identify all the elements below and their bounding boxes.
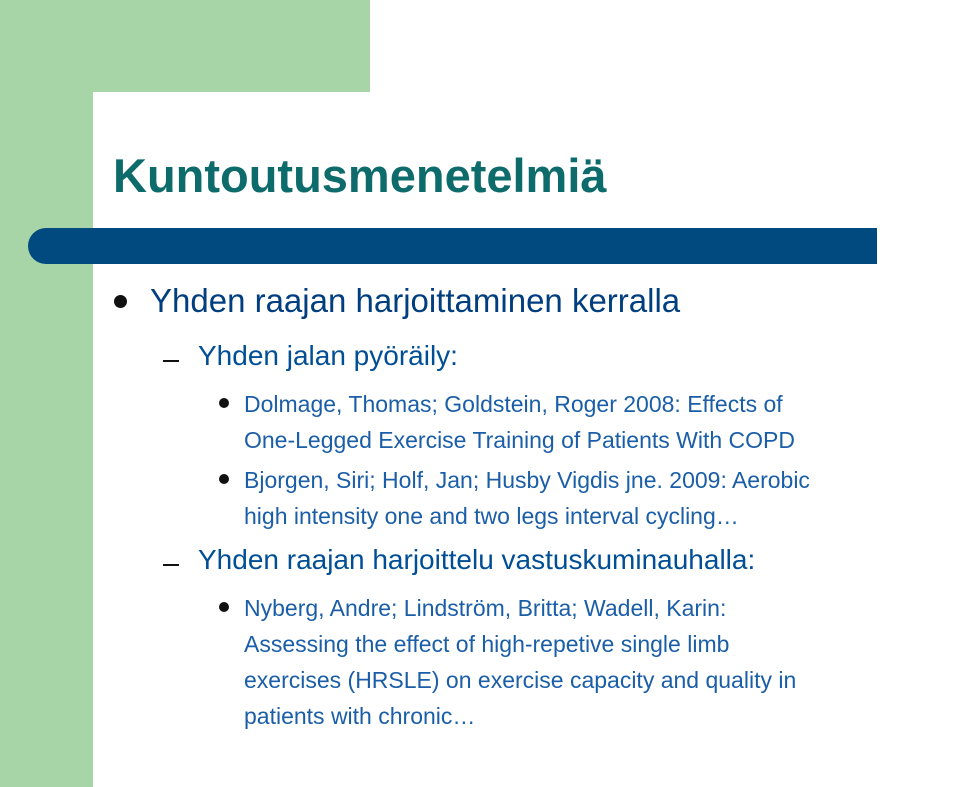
bullet-dot: [114, 295, 127, 308]
reference-line: patients with chronic…: [244, 703, 476, 729]
bullet-dash: [163, 564, 179, 566]
bullet-main: Yhden raajan harjoittaminen kerralla: [150, 282, 681, 319]
bullet-dash: [163, 360, 179, 362]
reference-line: exercises (HRSLE) on exercise capacity and quality in: [244, 667, 797, 693]
bullet-dot: [219, 474, 229, 484]
slide-title: Kuntoutusmenetelmiä: [113, 149, 607, 202]
reference-line: One-Legged Exercise Training of Patients With COPD: [244, 427, 795, 453]
reference-line: high intensity one and two legs interval cycling…: [244, 503, 739, 529]
reference-nyberg: [244, 590, 796, 734]
bullet-dot: [219, 398, 229, 408]
reference-line: Bjorgen, Siri; Holf, Jan; Husby Vigdis jne. 2009: Aerobic: [244, 467, 810, 493]
bullet-dot: [219, 602, 229, 612]
reference-line: Nyberg, Andre; Lindström, Britta; Wadell, Karin:: [244, 595, 727, 621]
reference-bjorgen: [244, 462, 810, 534]
reference-line: Dolmage, Thomas; Goldstein, Roger 2008: Effects of: [244, 391, 783, 417]
subheading-cycling: Yhden jalan pyöräily:: [198, 340, 458, 371]
subheading-band: Yhden raajan harjoittelu vastuskuminauhalla:: [198, 544, 756, 575]
reference-line: Assessing the effect of high-repetive single limb: [244, 631, 730, 657]
reference-dolmage: [244, 386, 795, 458]
